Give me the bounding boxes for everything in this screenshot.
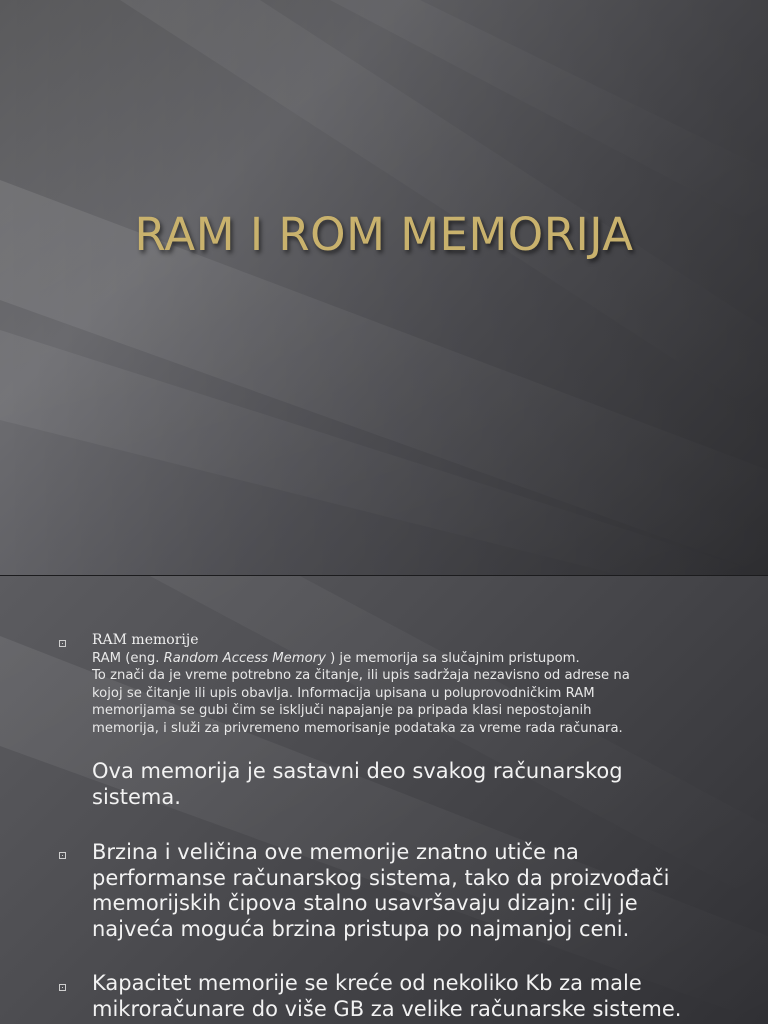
- system-part-paragraph: [92, 759, 752, 810]
- speed-line-1: Brzina i veličina ove memorije znatno utiče na: [92, 840, 579, 864]
- ram-description: [92, 632, 732, 738]
- content-slide: [0, 576, 768, 1024]
- speed-line-2: performanse računarskog sistema, tako da proizvođači: [92, 865, 670, 890]
- slide-title: RAM I ROM MEMORIJA: [134, 208, 634, 261]
- speed-line-3: memorijskih čipova stalno usavršavaju dizajn: cilj je: [92, 891, 638, 915]
- speed-line-4: najveća moguća brzina pristupa po najmanjoj ceni.: [92, 916, 630, 941]
- ram-line-5: memorija, i služi za privremeno memorisanje podataka za vreme rada računara.: [92, 720, 623, 736]
- paragraph-line-1: Ova memorija je sastavni deo svakog računarskog: [92, 759, 623, 783]
- paragraph-line-2: sistema.: [92, 784, 181, 809]
- capacity-line-2: mikroračunare do više GB za velike računarske sisteme.: [92, 996, 682, 1021]
- capacity-text: [92, 971, 752, 1022]
- square-bullet-icon: [59, 640, 66, 647]
- ram-heading: RAM memorije: [92, 632, 199, 648]
- ram-line-2: To znači da je vreme potrebno za čitanje, ili upis sadržaja nezavisno od adrese na: [92, 668, 630, 684]
- square-bullet-icon: [59, 984, 66, 991]
- ram-line-3: kojoj se čitanje ili upis obavlja. Informacija upisana u poluprovodničkim RAM: [92, 685, 595, 701]
- ram-line-1: RAM (eng. Random Access Memory ) je memorija sa slučajnim pristupom.: [92, 650, 580, 666]
- speed-text: [92, 840, 752, 942]
- ram-line-4: memorijama se gubi čim se isključi napajanje pa pripada klasi nepostojanih: [92, 703, 592, 719]
- square-bullet-icon: [59, 852, 66, 859]
- capacity-line-1: Kapacitet memorije se kreće od nekoliko Kb za male: [92, 971, 642, 995]
